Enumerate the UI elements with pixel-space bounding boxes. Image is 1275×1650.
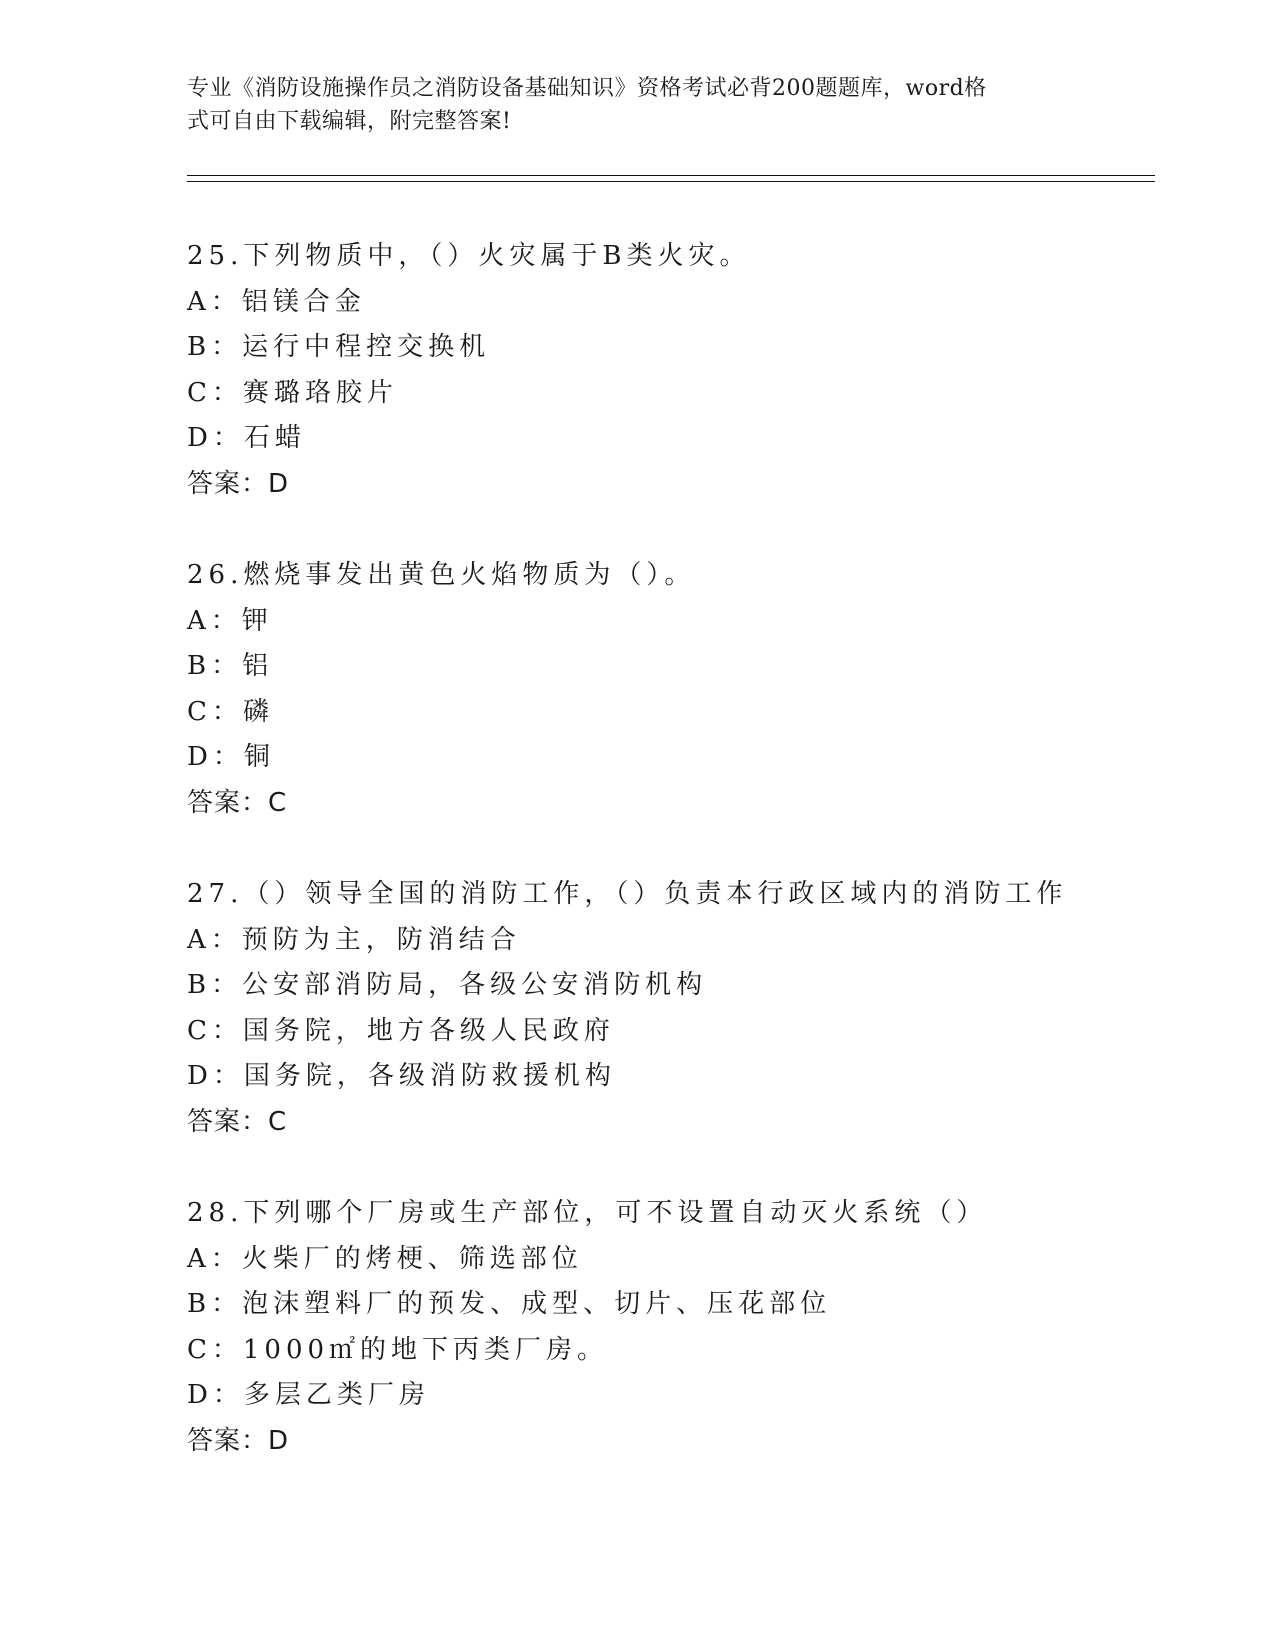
question-list (187, 234, 1167, 1510)
header-line-1: 专业《消防设施操作员之消防设备基础知识》资格考试必背200题题库，word格 (187, 76, 987, 101)
question-stem: 25.下列物质中，（）火灾属于B类火灾。 (187, 241, 751, 271)
option-d: D：铜 (187, 742, 275, 772)
answer-line: 答案：C (187, 787, 288, 818)
option-c: C：国务院，地方各级人民政府 (187, 1015, 615, 1046)
option-c: C：磷 (187, 696, 274, 727)
header-divider-bottom (187, 181, 1155, 182)
option-b: B：铝 (187, 651, 274, 681)
option-b: B：运行中程控交换机 (187, 332, 491, 362)
header-line-2: 式可自由下载编辑，附完整答案! (187, 109, 512, 134)
option-c: C：1000㎡的地下丙类厂房。 (187, 1334, 609, 1365)
option-d: D：多层乙类厂房 (187, 1380, 430, 1410)
answer-line: 答案：D (187, 468, 290, 499)
option-b: B：泡沫塑料厂的预发、成型、切片、压花部位 (187, 1289, 832, 1319)
question-25 (187, 234, 1167, 553)
option-a: A：钾 (187, 605, 273, 636)
question-28 (187, 1191, 1167, 1510)
question-27 (187, 872, 1167, 1191)
option-b: B：公安部消防局，各级公安消防机构 (187, 970, 708, 1000)
option-a: A：铝镁合金 (187, 286, 366, 317)
option-d: D：石蜡 (187, 423, 306, 453)
question-26 (187, 553, 1167, 872)
answer-line: 答案：D (187, 1425, 290, 1456)
option-a: A：预防为主，防消结合 (187, 924, 521, 955)
header-divider-top (187, 175, 1155, 176)
question-stem: 27.（）领导全国的消防工作，（）负责本行政区域内的消防工作 (187, 879, 1068, 909)
question-stem: 26.燃烧事发出黄色火焰物质为（）。 (187, 560, 696, 590)
option-d: D：国务院，各级消防救援机构 (187, 1061, 616, 1091)
option-c: C：赛璐珞胶片 (187, 377, 398, 408)
question-stem: 28.下列哪个厂房或生产部位，可不设置自动灭火系统（） (187, 1198, 988, 1228)
option-a: A：火柴厂的烤梗、筛选部位 (187, 1243, 583, 1274)
document-header (187, 72, 1067, 138)
answer-line: 答案：C (187, 1106, 288, 1137)
